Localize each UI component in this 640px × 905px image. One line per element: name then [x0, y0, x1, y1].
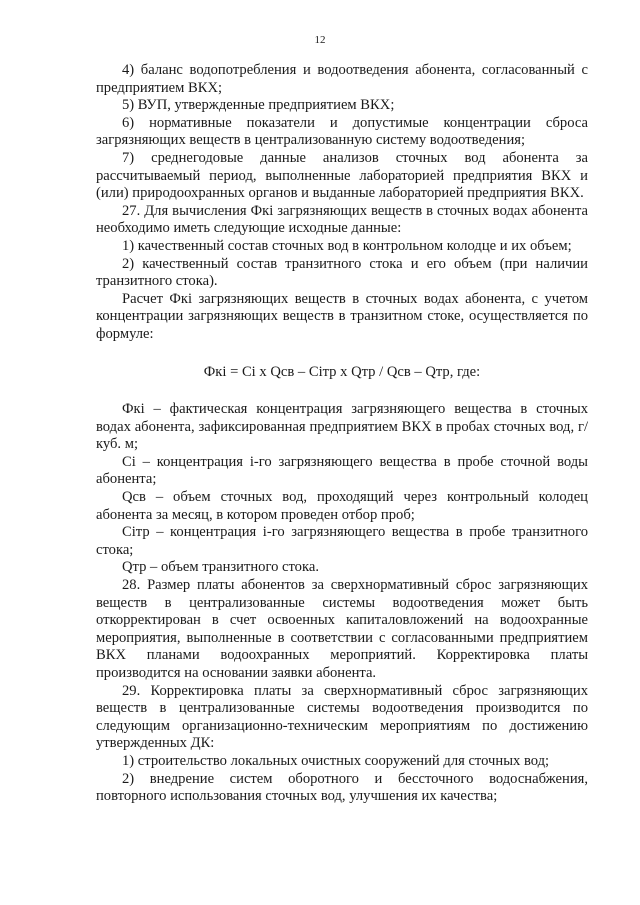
formula-intro: Расчет Фкі загрязняющих веществ в сточных водах абонента, с учетом концентрации загрязняющих веществ в транзитном стоке, осуществляется по формуле: — [96, 290, 588, 342]
formula: Фкі = Сі х Qсв – Сітр х Qтр / Qсв – Qтр, где: — [203, 363, 481, 380]
clause-27-item-1: 1) качественный состав сточных вод в контрольном колодце и их объем; — [122, 237, 572, 254]
clause-27: 27. Для вычисления Фкі загрязняющих веществ в сточных водах абонента необходимо иметь следующие исходные данные: — [96, 202, 588, 237]
list-item-5: 5) ВУП, утвержденные предприятием ВКХ; — [122, 97, 395, 114]
clause-29-item-1: 1) строительство локальных очистных сооружений для сточных вод; — [122, 752, 550, 769]
definition-qtr: Qтр – объем транзитного стока. — [122, 559, 319, 576]
list-item-7: 7) среднегодовые данные анализов сточных вод абонента за рассчитываемый период, выполненные лабораторией предприятия ВКХ и (или) природоохранных органов и выданные лабораторией предприятия ВКХ. — [96, 149, 588, 202]
clause-28: 28. Размер платы абонентов за сверхнормативный сброс загрязняющих веществ в централизованные системы водоотведения может быть откорректирован в счет освоенных капиталовложений на водоохранные мероприятия, выполненные в соответствии с согласованными предприятием ВКХ планами водоохранных мероприятий. Корректировка платы производится на основании заявки абонента. — [96, 577, 588, 681]
definition-citr: Сітр – концентрация і-го загрязняющего вещества в пробе транзитного стока; — [96, 524, 588, 558]
definition-fki: Фкі – фактическая концентрация загрязняющего вещества в сточных водах абонента, зафиксированная предприятием ВКХ в пробах сточных вод, г/куб. м; — [96, 401, 588, 453]
clause-29-item-2: 2) внедрение систем оборотного и бессточного водоснабжения, повторного использования сточных вод, улучшения их качества; — [96, 770, 588, 805]
list-item-6: 6) нормативные показатели и допустимые концентрации сброса загрязняющих веществ в централизованную систему водоотведения; — [96, 114, 588, 149]
document-body — [96, 62, 588, 806]
clause-27-item-2: 2) качественный состав транзитного стока и его объем (при наличии транзитного стока). — [96, 255, 588, 290]
definition-qsv: Qсв – объем сточных вод, проходящий через контрольный колодец абонента за месяц, в котором проведен отбор проб; — [96, 489, 588, 523]
list-item-4: 4) баланс водопотребления и водоотведения абонента, согласованный с предприятием ВКХ; — [96, 62, 588, 96]
definition-ci: Сі – концентрация і-го загрязняющего вещества в пробе сточной воды абонента; — [96, 453, 588, 488]
clause-29: 29. Корректировка платы за сверхнормативный сброс загрязняющих веществ в централизованные системы водоотведения производится по следующим организационно-техническим мероприятиям по достижению утвержденных ДК: — [96, 682, 588, 752]
page-number: 12 — [314, 34, 326, 46]
